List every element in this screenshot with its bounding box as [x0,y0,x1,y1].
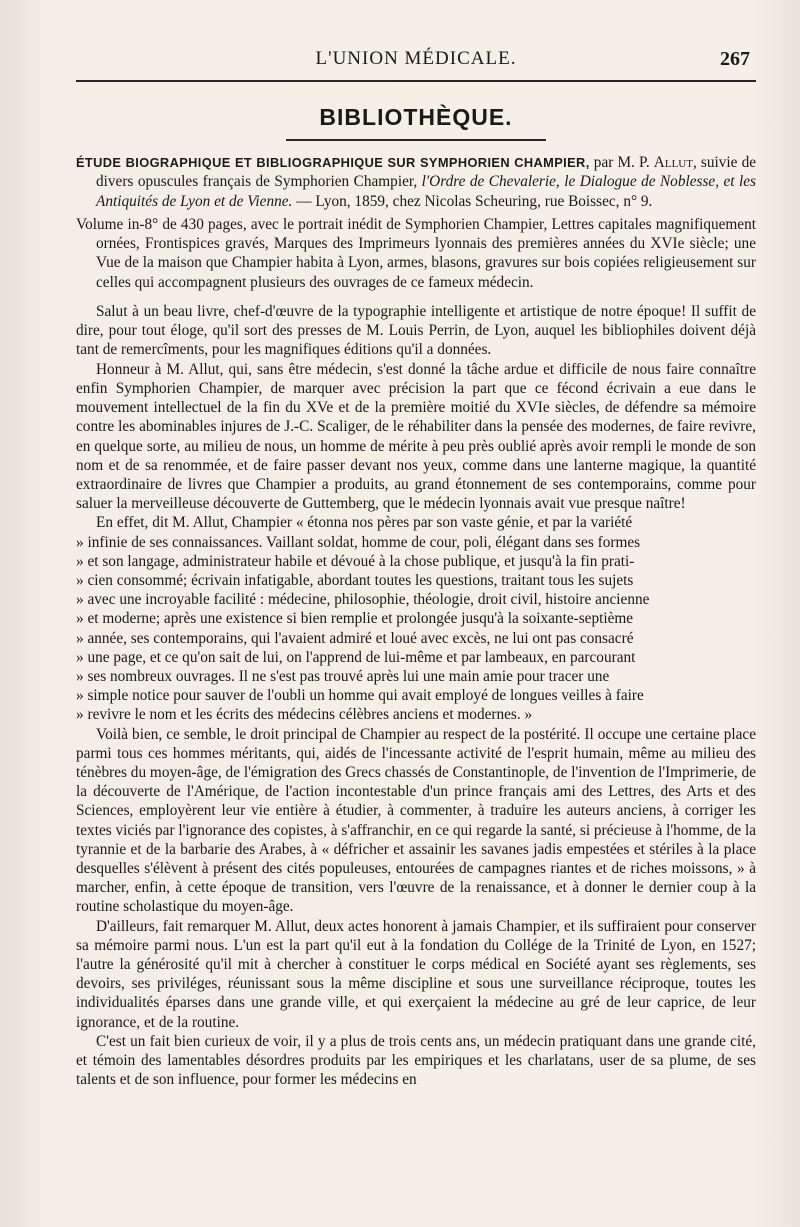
page-number: 267 [720,48,750,70]
entry-author: Allut [653,154,693,171]
quote-line: » ses nombreux ouvrages. Il ne s'est pas trouvé après lui une main amie pour tracer une [76,667,610,685]
quote-line: » et son langage, administrateur habile et dévoué à la chose publique, et jusqu'à la fin prati- [76,552,635,570]
quote-line: » année, ses contemporains, qui l'avaient admiré et loué avec excès, ne lui ont pas consacré [76,629,634,647]
section-rule [286,139,546,141]
entry-title: ÉTUDE BIOGRAPHIQUE ET BIBLIOGRAPHIQUE SUR SYMPHORIEN CHAMPIER, [76,155,590,170]
quote-line: » revivre le nom et les écrits des médecins célèbres anciens et modernes. » [76,706,533,724]
paragraph-voila: Voilà bien, ce semble, le droit principal de Champier au respect de la postérité. Il occupe une certaine place parmi tous ces hommes méritants, qui, aidés de l'incessante activité de l'esprit humain, même au milieu des ténèbres du moyen-âge, de l'émigration des Grecs chassés de Constantinople, de l'invention de l'Imprimerie, de la découverte de l'Amérique, de l'action incontestable d'un prince français ami des Lettres, des Arts et des Sciences, employèrent leur vie entière à étudier, à commenter, à traduire les auteurs anciens, à corriger les textes viciés par l'ignorance des copistes, à s'affranchir, en ce qui regarde la santé, si précieuse à l'homme, de la tyrannie et de la barbarie des Arabes, à « défricher et assainir les savanes jadis empestées et stériles à la place desquelles s'élèvent à présent des cités populeuses, entourées de campagnes riantes et de riches moissons, » à marcher, enfin, à cette époque de transition, vers l'œuvre de la renaissance, et à donner le dernier coup à la routine scholastique du moyen-âge. [76,725,756,916]
paragraph-honneur: Honneur à M. Allut, qui, sans être médecin, s'est donné la tâche ardue et difficile de nous faire connaître enfin Symphorien Champier, de marquer avec précision la part que ce fécond écrivain a eue dans le mouvement intellectuel de la fin du XVe et de la première moitié du XVIe siècles, de défendre sa mémoire contre les abominables injures de J.-C. Scaliger, de le réhabiliter dans la pensée des modernes, de faire revivre, en quelque sorte, au milieu de nous, un homme de mérite à peu près oublié après avoir rempli le monde de son nom et de sa renommée, et de faire passer devant nos yeux, comme dans une lanterne magique, la quantité extraordinaire de livres que Champier a produits, au grand étonnement de ses contemporains, comme pour saluer la merveilleuse découverte de Guttemberg, que le médecin lyonnais avait vue presque naître! [76,360,756,513]
entry-subtitle: , suivie de divers opuscules français de Symphorien Champier, [96,154,757,191]
section-title: BIBLIOTHÈQUE. [319,104,513,130]
journal-title: L'UNION MÉDICALE. [315,48,517,69]
quote-line: » avec une incroyable facilité : médecine, philosophie, théologie, droit civil, histoire ancienne [76,591,650,609]
entry-works: l'Ordre de Chevalerie, le Dialogue de Noblesse, et les Antiquités de Lyon et de Vienne. [96,173,756,210]
paragraph-salut: Salut à un beau livre, chef-d'œuvre de la typographie intelligente et artistique de notre époque! Il suffit de dire, pour tout éloge, qu'il sort des presses de M. Louis Perrin, de Lyon, auquel les bibliophiles doivent déjà tant de remercîments, pour les magnifiques éditions qu'il a données. [76,303,756,359]
entry-by: par M. P. [593,154,650,171]
paragraph-dailleurs: D'ailleurs, fait remarquer M. Allut, deux actes honorent à jamais Champier, et ils suffiraient pour conserver sa mémoire parmi nous. L'un est la part qu'il eut à la fondation du Collége de la Trinité de Lyon, en 1527; l'autre la générosité qu'il mit à chercher à constituer le corps médical en Société ayant ses règlements, ses devoirs, ses priviléges, réunissant sous la même discipline et sous une surveillance réciproque, toutes les individualités éparses dans une grande ville, et qui exerçaient la médecine au gré de leur caprice, de leur ignorance, et de la routine. [76,917,756,1031]
entry-publication: — Lyon, 1859, chez Nicolas Scheuring, rue Boissec, n° 9. [296,192,653,210]
paragraph-fait-curieux: C'est un fait bien curieux de voir, il y a plus de trois cents ans, un médecin pratiquant dans une grande cité, et témoin des lamentables désordres produits par les empiriques et les charlatans, user de sa plume, de ses talents et de son influence, pour former les médecins en [76,1032,756,1089]
entry-heading [76,153,756,211]
volume-description: Volume in-8° de 430 pages, avec le portrait inédit de Symphorien Champier, Lettres capitales magnifiquement ornées, Frontispices gravés, Marques des Imprimeurs lyonnais des premières années du XVIe siècle; une Vue de la maison que Champier habita à Lyon, armes, blasons, gravures sur bois copiées religieusement sur celles qui accompagnent plusieurs des ouvrages de ce fameux médecin. [76,215,756,291]
quote-line: » et moderne; après une existence si bien remplie et prolongée jusqu'à la soixante-septième [76,610,634,628]
quote-line: » cien consommé; écrivain infatigable, abordant toutes les questions, traitant tous les sujets [76,571,634,589]
quote-line: » simple notice pour sauver de l'oubli un homme qui avait employé de longues veilles à faire [76,687,644,705]
quote-paragraph [76,513,756,724]
running-head [76,40,756,82]
quote-line: » infinie de ses connaissances. Vaillant soldat, homme de cour, poli, élégant dans ses formes [76,533,641,551]
quote-line: En effet, dit M. Allut, Champier « étonna nos pères par son vaste génie, et par la variété [96,514,633,532]
quote-line: » une page, et ce qu'on sait de lui, on l'apprend de lui-même et par lambeaux, en parcourant [76,648,636,666]
